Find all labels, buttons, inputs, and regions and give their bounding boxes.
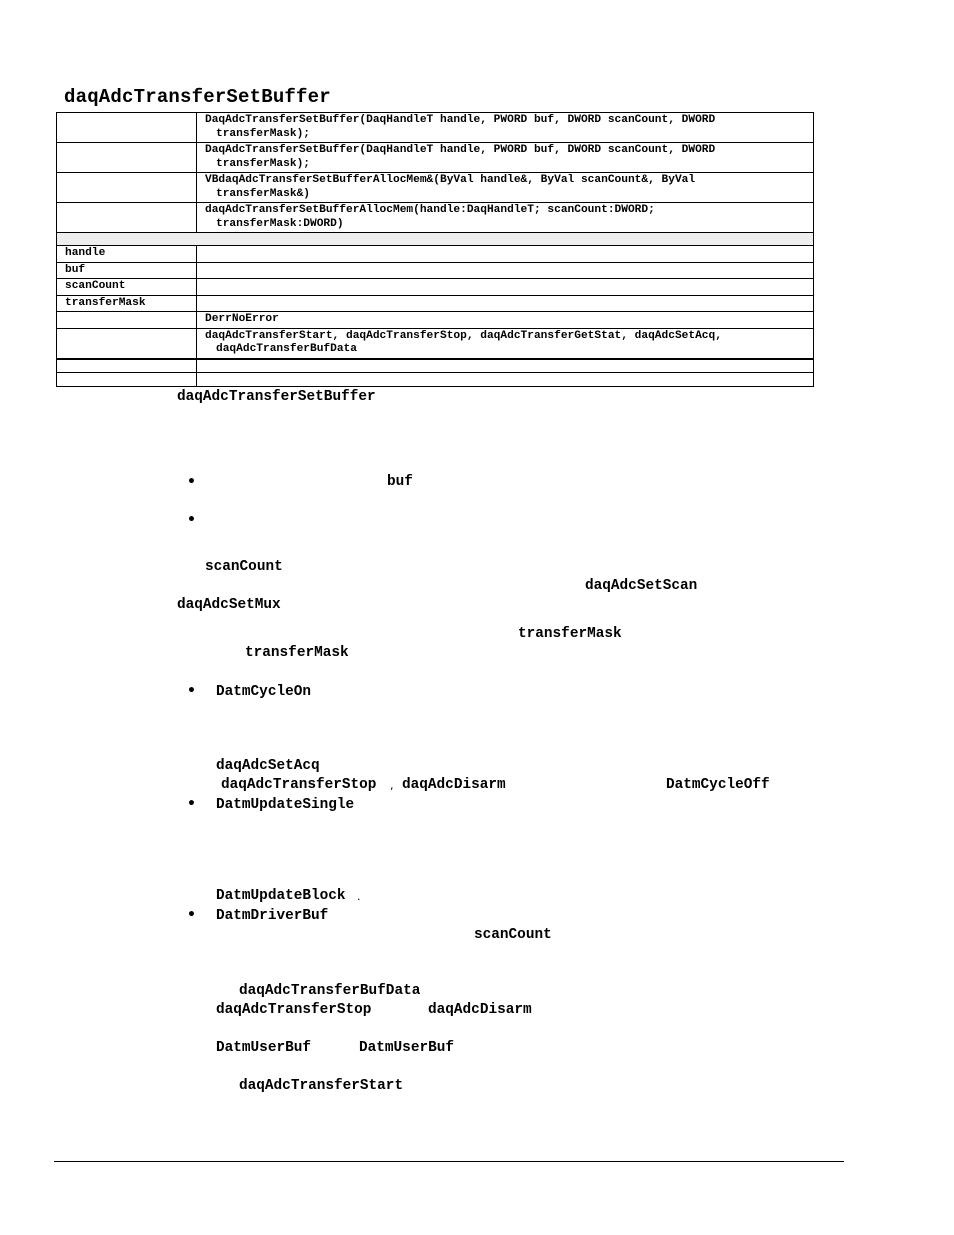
setacq-ref: daqAdcSetAcq xyxy=(216,758,320,774)
param-desc xyxy=(197,295,814,312)
signature-line: VBdaqAdcTransferSetBufferAllocMem&(ByVal handle&, ByVal scanCount&, ByVal xyxy=(205,174,696,186)
row-label xyxy=(57,328,197,359)
bullet-icon: • xyxy=(187,683,196,699)
cycle-off-flag: DatmCycleOff xyxy=(666,777,770,793)
user-buf-flag: DatmUserBuf xyxy=(216,1040,311,1056)
update-block-flag: DatmUpdateBlock xyxy=(216,888,346,904)
page-title: daqAdcTransferSetBuffer xyxy=(64,86,331,108)
footer-rule xyxy=(54,1161,844,1162)
param-name: transferMask xyxy=(57,295,197,312)
row-value xyxy=(197,372,814,386)
update-single-flag: DatmUpdateSingle xyxy=(216,797,355,813)
transfer-stop-ref: daqAdcTransferStop xyxy=(221,777,377,793)
row-label xyxy=(57,143,197,173)
row-value xyxy=(197,143,814,173)
table-row xyxy=(57,143,814,173)
table-row xyxy=(57,312,814,329)
param-desc xyxy=(197,246,814,263)
see-also xyxy=(197,328,814,359)
row-label xyxy=(57,312,197,329)
row-value xyxy=(197,113,814,143)
param-name: scanCount xyxy=(57,279,197,296)
return-value: DerrNoError xyxy=(197,312,814,329)
param-name: handle xyxy=(57,246,197,263)
row-label xyxy=(57,173,197,203)
table-row xyxy=(57,372,814,386)
table-row xyxy=(57,262,814,279)
row-value xyxy=(197,173,814,203)
signature-line: DaqAdcTransferSetBuffer(DaqHandleT handle, PWORD buf, DWORD scanCount, DWORD xyxy=(205,114,716,126)
row-value xyxy=(197,359,814,373)
table-row xyxy=(57,246,814,263)
disarm-ref: daqAdcDisarm xyxy=(428,1002,532,1018)
row-value xyxy=(197,203,814,233)
signature-continuation: transferMask&) xyxy=(216,187,310,200)
table-row xyxy=(57,203,814,233)
signature-continuation: transferMask); xyxy=(216,157,310,170)
table-row xyxy=(57,279,814,296)
transfer-start-ref: daqAdcTransferStart xyxy=(239,1078,404,1094)
see-also-line: daqAdcTransferStart, daqAdcTransferStop, daqAdcTransferGetStat, daqAdcSetAcq, xyxy=(205,329,722,342)
signature-continuation: transferMask); xyxy=(216,127,310,140)
row-label xyxy=(57,359,197,373)
scancount-ref: scanCount xyxy=(474,927,552,943)
row-label xyxy=(57,113,197,143)
table-row xyxy=(57,173,814,203)
bullet-icon: • xyxy=(187,512,196,528)
buf-ref: buf xyxy=(387,474,413,490)
table-row xyxy=(57,328,814,359)
user-buf-flag: DatmUserBuf xyxy=(359,1040,454,1056)
table-section-divider xyxy=(57,233,814,246)
bullet-icon: • xyxy=(187,907,196,923)
comma-separator: , xyxy=(390,779,394,792)
signature-line: daqAdcTransferSetBufferAllocMem(handle:DaqHandleT; scanCount:DWORD; xyxy=(205,204,655,216)
function-spec-table xyxy=(56,112,814,387)
see-also-continuation: daqAdcTransferBufData xyxy=(216,343,357,355)
transfermask-ref: transferMask xyxy=(245,645,349,661)
param-name: buf xyxy=(57,262,197,279)
table-row xyxy=(57,359,814,373)
scancount-ref: scanCount xyxy=(205,559,283,575)
bullet-icon: • xyxy=(187,796,196,812)
param-desc xyxy=(197,279,814,296)
bufdata-ref: daqAdcTransferBufData xyxy=(239,983,421,999)
intro-function-name: daqAdcTransferSetBuffer xyxy=(177,389,376,405)
transfer-stop-ref: daqAdcTransferStop xyxy=(216,1002,372,1018)
table-row xyxy=(57,295,814,312)
cycle-on-flag: DatmCycleOn xyxy=(216,684,311,700)
disarm-ref: daqAdcDisarm xyxy=(402,777,506,793)
row-label xyxy=(57,372,197,386)
signature-line: DaqAdcTransferSetBuffer(DaqHandleT handle, PWORD buf, DWORD scanCount, DWORD xyxy=(205,144,716,156)
driver-buf-flag: DatmDriverBuf xyxy=(216,908,329,924)
setscan-ref: daqAdcSetScan xyxy=(585,578,698,594)
row-label xyxy=(57,203,197,233)
param-desc xyxy=(197,262,814,279)
signature-continuation: transferMask:DWORD) xyxy=(216,217,344,230)
period: . xyxy=(357,890,361,903)
transfermask-ref: transferMask xyxy=(518,626,622,642)
setmux-ref: daqAdcSetMux xyxy=(177,597,281,613)
bullet-icon: • xyxy=(187,474,196,490)
table-row xyxy=(57,113,814,143)
